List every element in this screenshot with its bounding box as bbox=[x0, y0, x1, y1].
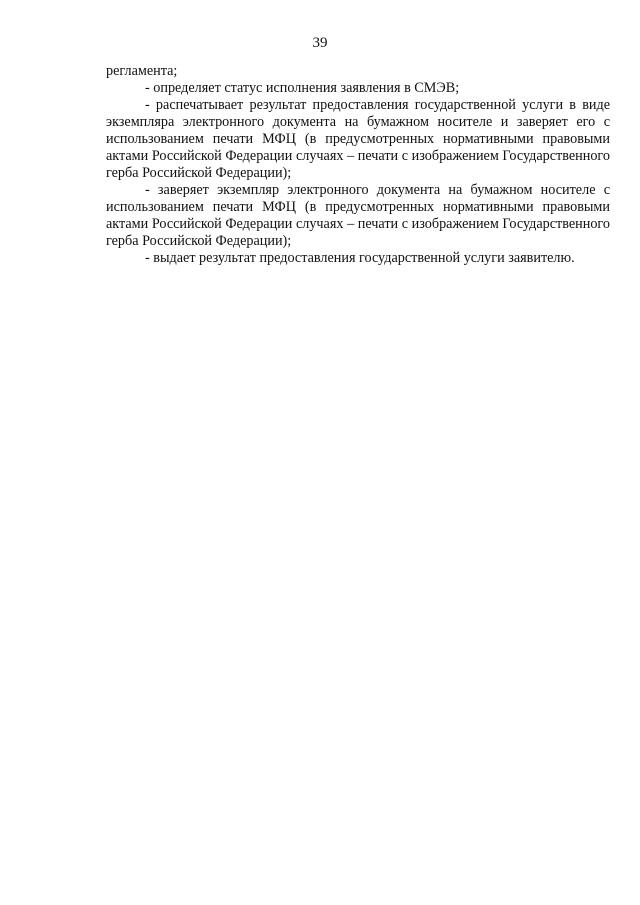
page-number: 39 bbox=[312, 35, 328, 51]
paragraph-issue-result: - выдает результат предоставления государственной услуги заявителю. bbox=[145, 250, 575, 266]
paragraph-certify-copy: - заверяет экземпляр электронного документа на бумажном носителе с использованием печати МФЦ (в предусмотренных нормативными правовыми актами Российской Федерации случаях – печати с изображением Государственного герба Российской Федерации); bbox=[106, 182, 610, 249]
paragraph-print-result: - распечатывает результат предоставления государственной услуги в виде экземпляра электронного документа на бумажном носителе и заверяет его с использованием печати МФЦ (в предусмотренных нормативными правовыми актами Российской Федерации случаях – печати с изображением Государственного герба Российской Федерации); bbox=[106, 97, 610, 181]
paragraph-continuation: регламента; bbox=[106, 63, 178, 79]
paragraph-status-check: - определяет статус исполнения заявления в СМЭВ; bbox=[145, 80, 460, 96]
document-body bbox=[106, 63, 610, 267]
